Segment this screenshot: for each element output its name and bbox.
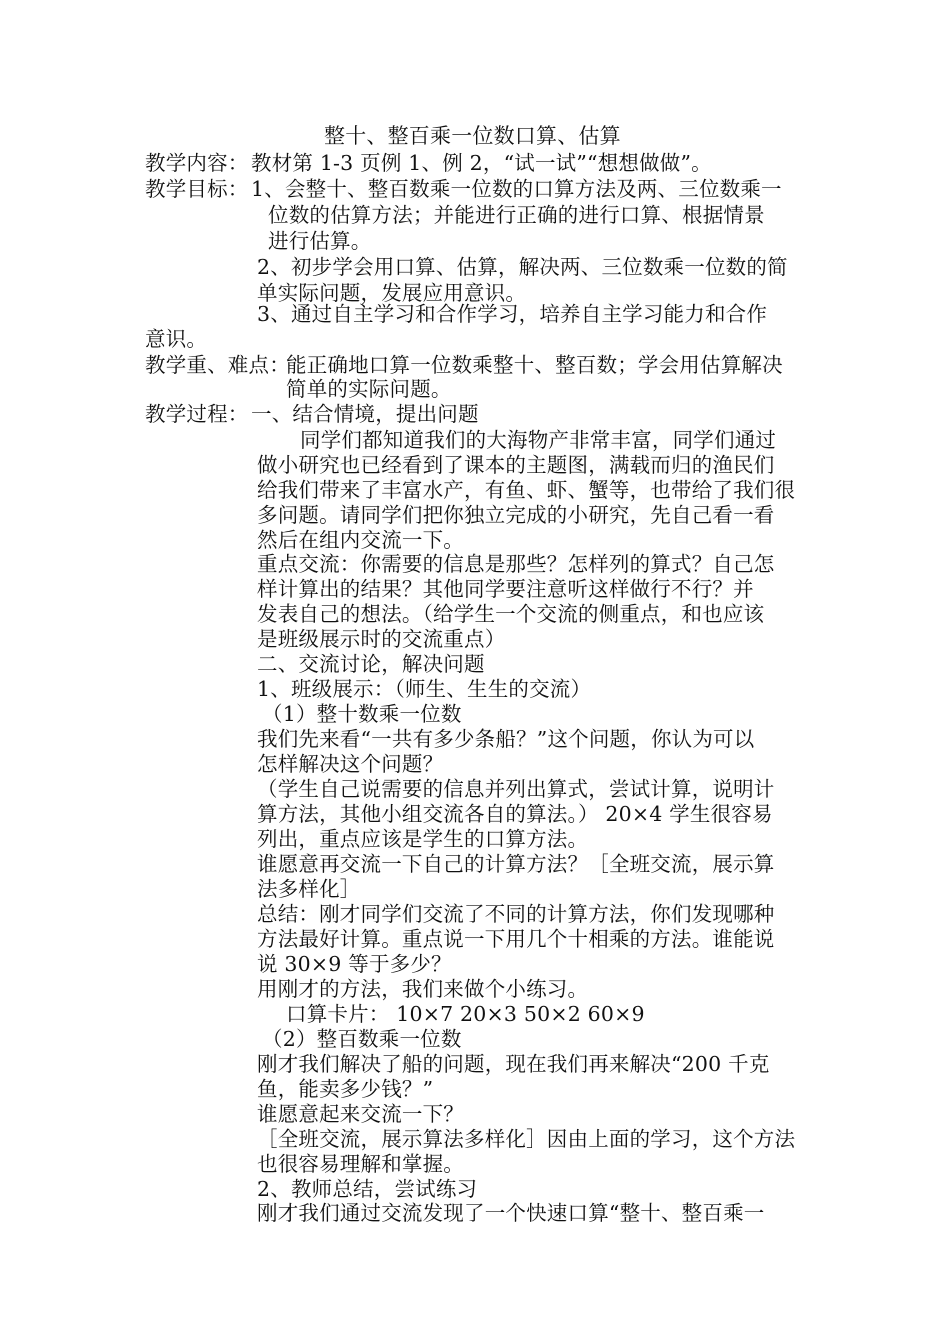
- paragraph-line: 重点交流：你需要的信息是那些？怎样列的算式？自己怎: [257, 552, 775, 576]
- process-label: 教学过程：: [145, 402, 249, 426]
- paragraph-line: 然后在组内交流一下。: [257, 528, 464, 552]
- goal-2-line-1: 2、初步学会用口算、估算，解决两、三位数乘一位数的简: [257, 255, 788, 279]
- paragraph-line: 总结：刚才同学们交流了不同的计算方法，你们发现哪种: [257, 902, 775, 926]
- goal-1-line-2: 位数的估算方法；并能进行正确的进行口算、根据情景: [268, 203, 765, 227]
- subheading-class-showcase: 1、班级展示：（师生、生生的交流）: [257, 677, 592, 701]
- paragraph-line: 方法最好计算。重点说一下用几个十相乘的方法。谁能说: [257, 927, 775, 951]
- paragraph-line: 谁愿意再交流一下自己的计算方法？［全班交流，展示算: [257, 852, 775, 876]
- paragraph-line: 谁愿意起来交流一下？: [257, 1102, 464, 1126]
- goal-3-line-1: 3、通过自主学习和合作学习，培养自主学习能力和合作: [257, 302, 768, 326]
- paragraph-line: 发表自己的想法。（给学生一个交流的侧重点，和也应该: [257, 602, 765, 626]
- content-text: 教材第 1-3 页例 1、例 2，“试一试”“想想做做”。: [251, 151, 712, 175]
- paragraph-line: 法多样化］: [257, 877, 361, 901]
- paragraph-line: 鱼，能卖多少钱？”: [257, 1077, 434, 1101]
- paragraph-line: 怎样解决这个问题？: [257, 752, 444, 776]
- subheading-teacher-summary: 2、教师总结，尝试练习: [257, 1177, 478, 1201]
- paragraph-line: 我们先来看“一共有多少条船？”这个问题，你认为可以: [257, 727, 755, 751]
- content-label: 教学内容：: [145, 151, 249, 175]
- subheading-hundreds: （2）整百数乘一位数: [262, 1027, 462, 1051]
- paragraph-line: 刚才我们解决了船的问题，现在我们再来解决“200 千克: [257, 1052, 770, 1076]
- paragraph-line: 给我们带来了丰富水产，有鱼、虾、蟹等，也带给了我们很: [257, 478, 796, 502]
- document-title: 整十、整百乘一位数口算、估算: [324, 124, 621, 148]
- paragraph-line: 也很容易理解和掌握。: [257, 1152, 464, 1176]
- keypoints-label: 教学重、难点：: [145, 353, 290, 377]
- paragraph-line: 样计算出的结果？其他同学要注意听这样做行不行？并: [257, 577, 754, 601]
- paragraph-line: 说 30×9 等于多少？: [257, 952, 452, 976]
- paragraph-line: 同学们都知道我们的大海物产非常丰富，同学们通过: [300, 428, 777, 452]
- paragraph-line: 列出，重点应该是学生的口算方法。: [257, 827, 589, 851]
- goal-2-line-2: 单实际问题，发展应用意识。: [257, 281, 527, 305]
- paragraph-line: 用刚才的方法，我们来做个小练习。: [257, 977, 589, 1001]
- paragraph-line: 做小研究也已经看到了课本的主题图，满载而归的渔民们: [257, 453, 775, 477]
- keypoints-line-2: 简单的实际问题。: [286, 377, 452, 401]
- paragraph-line: 刚才我们通过交流发现了一个快速口算“整十、整百乘一: [257, 1201, 765, 1225]
- paragraph-line: （学生自己说需要的信息并列出算式，尝试计算，说明计: [257, 777, 775, 801]
- oral-calc-cards: 口算卡片： 10×7 20×3 50×2 60×9: [286, 1002, 645, 1026]
- goals-label: 教学目标：: [145, 177, 249, 201]
- paragraph-line: 算方法，其他小组交流各自的算法。） 20×4 学生很容易: [257, 802, 773, 826]
- goal-1-line-3: 进行估算。: [268, 229, 372, 253]
- section-2-heading: 二、交流讨论，解决问题: [257, 652, 485, 676]
- paragraph-line: 是班级展示时的交流重点）: [257, 627, 506, 651]
- goal-1-line-1: 1、会整十、整百数乘一位数的口算方法及两、三位数乘一: [251, 177, 782, 201]
- keypoints-line-1: 能正确地口算一位数乘整十、整百数；学会用估算解决: [286, 353, 783, 377]
- goal-3-line-2: 意识。: [145, 327, 208, 351]
- paragraph-line: ［全班交流，展示算法多样化］因由上面的学习，这个方法: [257, 1127, 796, 1151]
- section-1-heading: 一、结合情境，提出问题: [251, 402, 479, 426]
- paragraph-line: 多问题。请同学们把你独立完成的小研究，先自己看一看: [257, 503, 775, 527]
- subheading-tens: （1）整十数乘一位数: [262, 702, 462, 726]
